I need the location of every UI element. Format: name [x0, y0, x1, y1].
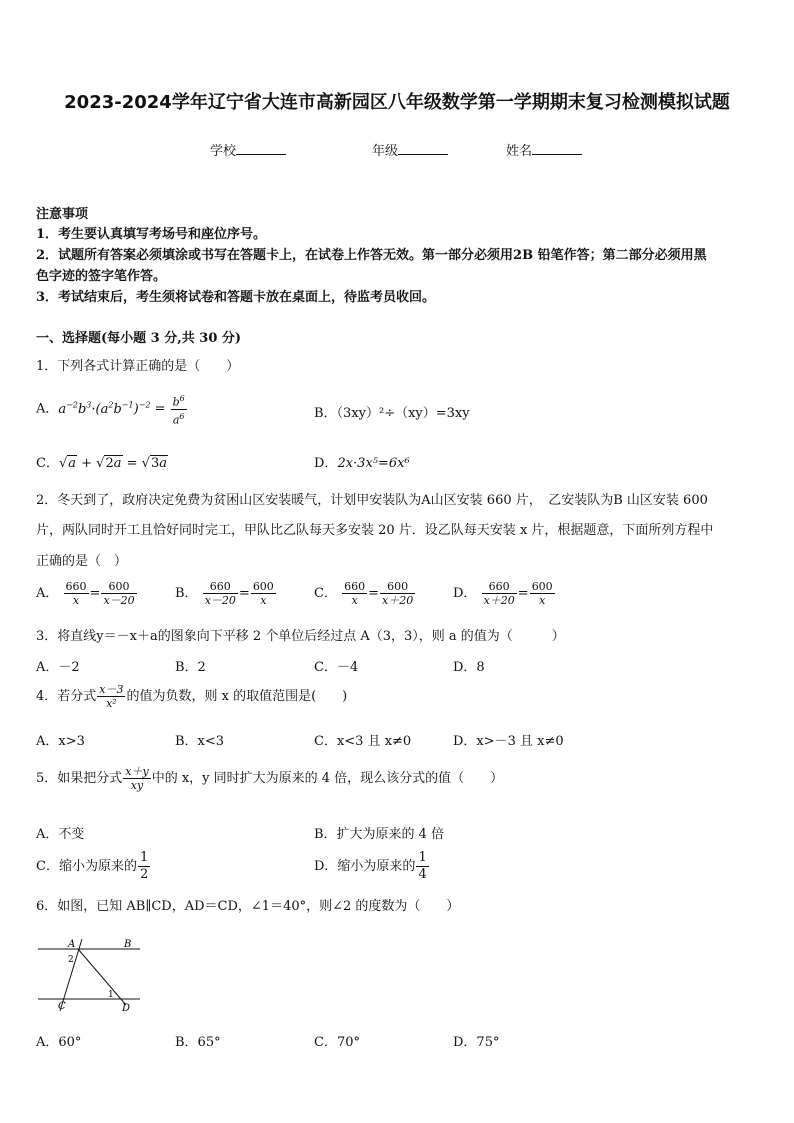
- q4-option-a: A．x>3: [36, 734, 85, 749]
- grade-field[interactable]: 年级: [372, 140, 448, 159]
- label-a: A: [68, 939, 76, 950]
- q4-option-b: B．x<3: [175, 734, 225, 749]
- q1-option-c: C．√a + √2a = √3a: [36, 456, 167, 471]
- q6-option-a: A．60°: [36, 1035, 82, 1050]
- q5-option-d: D．缩小为原来的 $\frac{1}{4}$: [314, 850, 427, 882]
- parallel-lines-figure: [34, 935, 146, 1015]
- label-b: B: [124, 939, 132, 950]
- section-heading: 一、选择题(每小题 3 分,共 30 分): [36, 331, 242, 346]
- school-field[interactable]: 学校: [210, 140, 286, 159]
- label-c: C: [58, 1001, 66, 1012]
- line-ad: [78, 949, 126, 1005]
- q6-option-b: B．65°: [175, 1035, 221, 1050]
- q5-option-a: A．不变: [36, 827, 85, 842]
- name-field[interactable]: 姓名: [506, 140, 582, 159]
- notice-item: 3．考试结束后，考生须将试卷和答题卡放在桌面上，待监考员收回。: [36, 290, 436, 305]
- q6-option-d: D．75°: [453, 1035, 500, 1050]
- q2-option-c: C． $\frac{660}{x}$ = $\frac{600}{x+20}$: [314, 580, 414, 607]
- q2-option-d: D． $\frac{660}{x+20}$ = $\frac{600}{x}$: [453, 580, 553, 607]
- q3-option-b: B．2: [175, 660, 206, 675]
- q4-option-d: D．x>－3 且 x≠0: [453, 734, 564, 749]
- q3-option-d: D．8: [453, 660, 485, 675]
- question-2-line: 片，两队同时开工且恰好同时完工，甲队比乙队每天多安装 20 片．设乙队每天安装 x 片，根据题意，下面所列方程中: [36, 523, 714, 538]
- label-angle-1: 1: [108, 990, 114, 1000]
- q1-option-b: B．（3xy）²÷（xy）=3xy: [314, 406, 470, 421]
- q1-option-a: A．$a^{-2}b^3\cdot(a^2b^{-1})^{-2}$ = $\frac{b^6}{a^6}$: [36, 394, 185, 427]
- question-5-stem: 5．如果把分式 $\frac{x+y}{xy}$ 中的 x，y 同时扩大为原来的 4 倍，现么该分式的值（ ）: [36, 765, 504, 792]
- notice-item: 2．试题所有答案必须填涂或书写在答题卡上，在试卷上作答无效。第一部分必须用2B 铅笔作答；第二部分必须用黑: [36, 248, 707, 263]
- label-angle-2: 2: [68, 955, 74, 965]
- question-3-stem: 3．将直线y＝－x＋a的图象向下平移 2 个单位后经过点 A（3，3），则 a 的值为（ ）: [36, 629, 565, 644]
- notice-item: 1．考生要认真填写考场号和座位序号。: [36, 227, 267, 242]
- notice-item: 色字迹的签字笔作答。: [36, 269, 167, 284]
- label-d: D: [122, 1003, 131, 1014]
- q6-option-c: C．70°: [314, 1035, 360, 1050]
- notice-heading: 注意事项: [36, 207, 89, 222]
- q2-option-a: A． $\frac{660}{x}$ = $\frac{600}{x-20}$: [36, 580, 135, 607]
- question-6-stem: 6．如图，已知 AB∥CD，AD＝CD，∠1＝40°，则∠2 的度数为（ ）: [36, 899, 460, 914]
- page-title: 2023-2024学年辽宁省大连市高新园区八年级数学第一学期期末复习检测模拟试题: [64, 92, 730, 113]
- question-4-stem: 4．若分式 $\frac{x-3}{\text{x²}}$ 的值为负数，则 x 的取值范围是( ): [36, 683, 348, 710]
- q2-option-b: B． $\frac{660}{x-20}$ = $\frac{600}{x}$: [175, 580, 274, 607]
- question-2-line: 2．冬天到了，政府决定免费为贫困山区安装暖气，计划甲安装队为A山区安装 660 片， 乙安装队为B 山区安装 600: [36, 493, 708, 508]
- question-2-line: 正确的是（ ）: [36, 554, 128, 569]
- q5-option-b: B．扩大为原来的 4 倍: [314, 827, 445, 842]
- q4-option-c: C．x<3 且 x≠0: [314, 734, 412, 749]
- q3-option-a: A．－2: [36, 660, 80, 675]
- q5-option-c: C．缩小为原来的 $\frac{1}{2}$: [36, 850, 149, 882]
- q1-option-d: D．2x·3x⁵=6x⁶: [314, 456, 410, 471]
- question-1-stem: 1．下列各式计算正确的是（ ）: [36, 359, 240, 374]
- q3-option-c: C．－4: [314, 660, 359, 675]
